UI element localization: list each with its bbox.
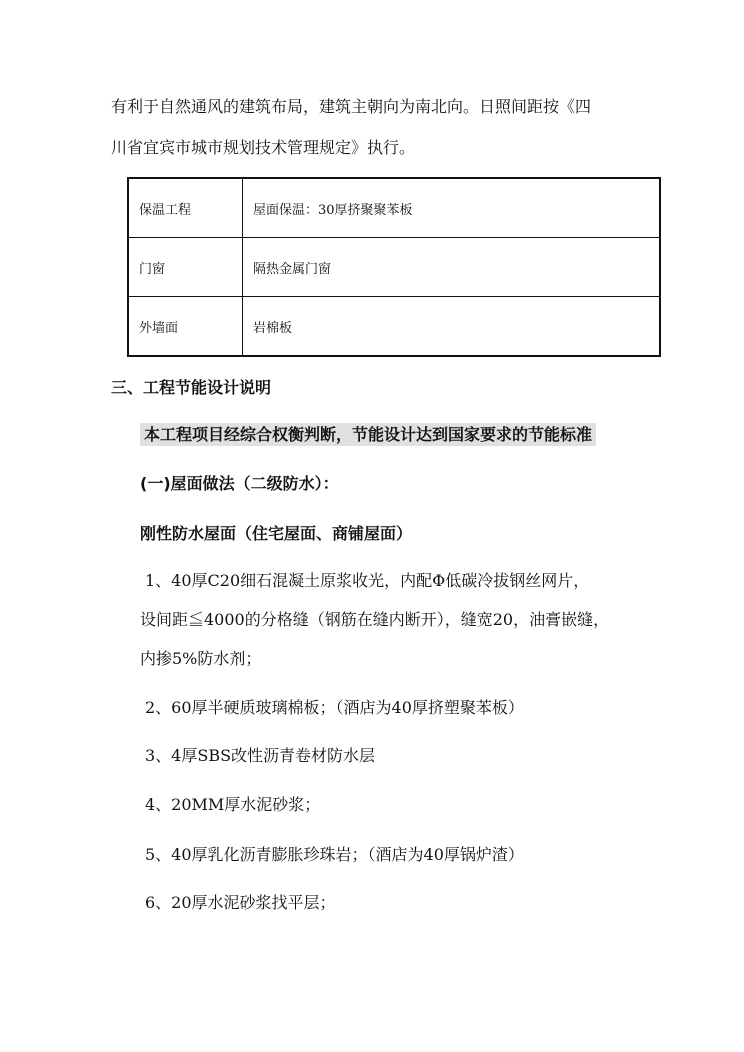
list-item-5: 5、40厚乳化沥青膨胀珍珠岩；（酒店为40厚锅炉渣） bbox=[145, 845, 524, 864]
energy-spec-table bbox=[127, 177, 661, 357]
list-item-3: 3、4厚SBS改性沥青卷材防水层 bbox=[145, 746, 376, 765]
intro-line-2: 川省宜宾市城市规划技术管理规定》执行。 bbox=[111, 138, 416, 157]
intro-line-1: 有利于自然通风的建筑布局，建筑主朝向为南北向。日照间距按《四 bbox=[111, 97, 592, 116]
table-cell-value: 隔热金属门窗 bbox=[243, 238, 661, 297]
list-item-2: 2、60厚半硬质玻璃棉板；（酒店为40厚挤塑聚苯板） bbox=[145, 698, 524, 717]
subheading-rigid-roof: 刚性防水屋面（住宅屋面、商铺屋面） bbox=[140, 524, 413, 543]
list-item-1-line-1: 1、40厚C20细石混凝土原浆收光，内配Φ低碳冷拔钢丝网片， bbox=[145, 571, 590, 590]
list-item-4: 4、20MM厚水泥砂浆； bbox=[145, 795, 321, 814]
table-cell-label: 保温工程 bbox=[128, 178, 243, 238]
section-heading: 三、工程节能设计说明 bbox=[111, 378, 272, 397]
subheading-roof-method: (一)屋面做法（二级防水）： bbox=[140, 474, 339, 493]
list-item-1-line-3: 内掺5%防水剂； bbox=[140, 649, 262, 668]
table-cell-value: 屋面保温：30厚挤聚聚苯板 bbox=[243, 178, 661, 238]
highlight-wrapper bbox=[140, 424, 596, 446]
list-item-6: 6、20厚水泥砂浆找平层； bbox=[145, 893, 336, 912]
list-item-1-line-2: 设间距≦4000的分格缝（钢筋在缝内断开），缝宽20，油膏嵌缝， bbox=[140, 610, 610, 629]
table-cell-label: 外墙面 bbox=[128, 297, 243, 357]
table-cell-label: 门窗 bbox=[128, 238, 243, 297]
table-row bbox=[128, 238, 660, 297]
table-row bbox=[128, 178, 660, 238]
table-row bbox=[128, 297, 660, 357]
highlight-statement: 本工程项目经综合权衡判断，节能设计达到国家要求的节能标准 bbox=[140, 423, 596, 446]
table-cell-value: 岩棉板 bbox=[243, 297, 661, 357]
